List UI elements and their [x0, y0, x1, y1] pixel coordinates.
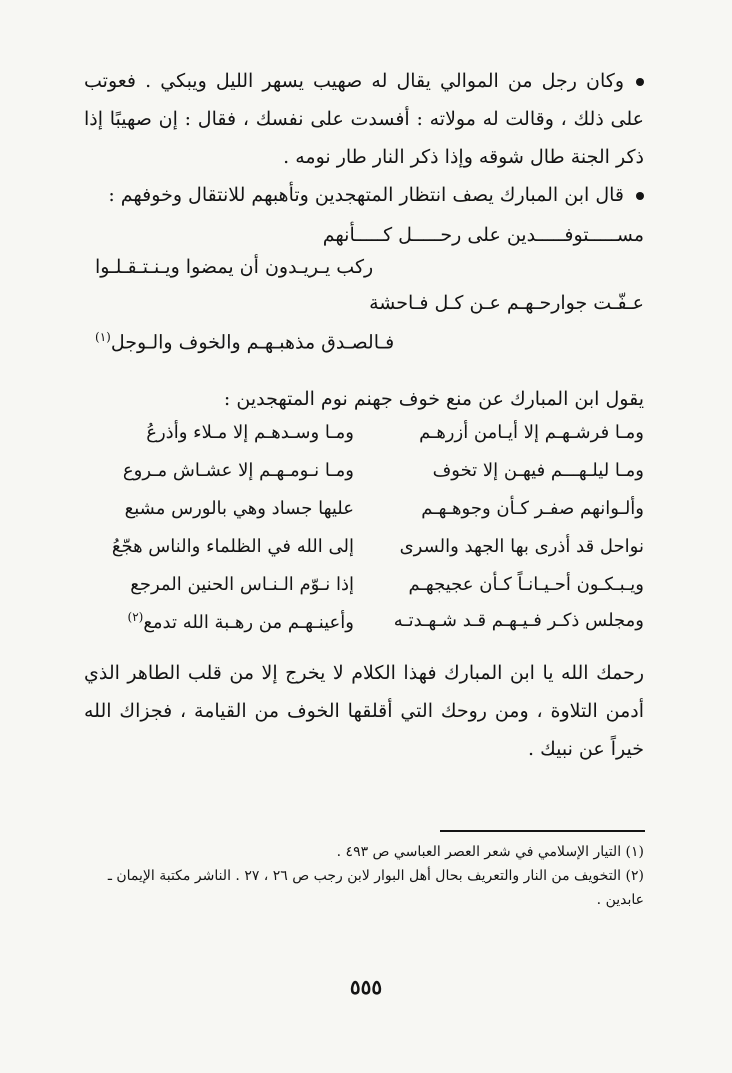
poem1-line1: مســـــتوفـــــدين على رحـــــل كـــــأنهم	[322, 224, 644, 246]
paragraph-1-text: وكان رجل من الموالي يقال له صهيب يسهر الليل ويبكي . فعوتب على ذلك ، وقالت له مولاته : أفسدت على نفسك ، فقال : إن صهيبًا إذا ذكر الجنة طال شوقه وإذا ذكر النار طار نومه .	[84, 70, 644, 168]
poem2-verse-1	[84, 422, 644, 458]
footnote-divider	[440, 830, 645, 832]
poem2-verse-5	[84, 574, 644, 610]
verse-second-hemistich: ومـا نـومـهـم إلا عشـاش مـروع	[122, 460, 354, 481]
paragraph-ibn-mubarak-intro	[84, 176, 644, 214]
footnote-ref-1: (١)	[95, 330, 111, 344]
poem2-verse-3	[84, 498, 644, 534]
poem1-line4-text: فـالصـدق مذهبـهـم والخوف والـوجل	[110, 331, 395, 354]
paragraph-text	[84, 176, 644, 214]
verse-first-hemistich: ويـبـكـون أحـيـانـاً كـأن عجيجهـم	[408, 574, 644, 595]
footnote-1: (١) التيار الإسلامي في شعر العصر العباسي ص ٤٩٣ .	[336, 844, 644, 860]
verse-second-hemistich: إذا نـوّم الـنـاس الحنين المرجع	[130, 574, 354, 595]
bullet-icon	[636, 192, 644, 200]
verse-text: وأعينـهـم من رهـبة الله تدمع	[143, 612, 354, 633]
verse-first-hemistich: ومـا فرشـهـم إلا أيـامن أزرهـم	[419, 422, 644, 443]
paragraph-suhayb	[84, 62, 644, 176]
verse-first-hemistich: وألـوانهم صفـر كـأن وجوهـهـم	[421, 498, 644, 519]
poem2-verse-4	[84, 536, 644, 572]
poem2-verse-2	[84, 460, 644, 496]
verse-second-hemistich	[84, 610, 354, 633]
poem1-line2: ركب يـريـدون أن يمضوا ويـنـتـقـلـوا	[95, 256, 374, 278]
paragraph-closing	[84, 654, 644, 768]
paragraph-4-text: رحمك الله يا ابن المبارك فهذا الكلام لا يخرج إلا من قلب الطاهر الذي أدمن التلاوة ، ومن روحك التي أقلقها الخوف من القيامة ، فجزاك الله خيراً عن نبيك .	[84, 662, 644, 760]
verse-second-hemistich: عليها جساد وهي بالورس مشبع	[124, 498, 354, 519]
paragraph-2-text: قال ابن المبارك يصف انتظار المتهجدين وتأهبهم للانتقال وخوفهم :	[108, 184, 624, 206]
poem1-line3: عـفّـت جوارحـهـم عـن كـل فـاحشة	[369, 292, 644, 314]
footnote-ref-2: (٢)	[127, 610, 144, 624]
footnotes	[84, 840, 644, 912]
verse-second-hemistich: ومـا وسـدهـم إلا مـلاء وأذرعُ	[146, 422, 354, 443]
poem1-line4	[95, 330, 394, 353]
footnote-2: (٢) التخويف من النار والتعريف بحال أهل البوار لابن رجب ص ٢٦ ، ٢٧ . الناشر مكتبة الإيمان ـ عابدين .	[107, 868, 644, 908]
poem2-verse-6	[84, 610, 644, 646]
paragraph-3-text: يقول ابن المبارك عن منع خوف جهنم نوم المتهجدين :	[223, 388, 644, 410]
verse-first-hemistich: ومـا ليلـهـــم فيهـن إلا تخوف	[432, 460, 644, 481]
paragraph-text	[84, 62, 644, 176]
bullet-icon	[636, 78, 644, 86]
verse-first-hemistich: نواحل قد أذرى بها الجهد والسرى	[399, 536, 644, 557]
paragraph-fear-intro	[84, 380, 644, 418]
page-number: ٥٥٥	[349, 975, 383, 999]
verse-first-hemistich: ومجلس ذكـر فـيـهـم قـد شـهـدتـه	[393, 610, 644, 631]
verse-second-hemistich: إلى الله في الظلماء والناس هجّعُ	[111, 536, 354, 557]
